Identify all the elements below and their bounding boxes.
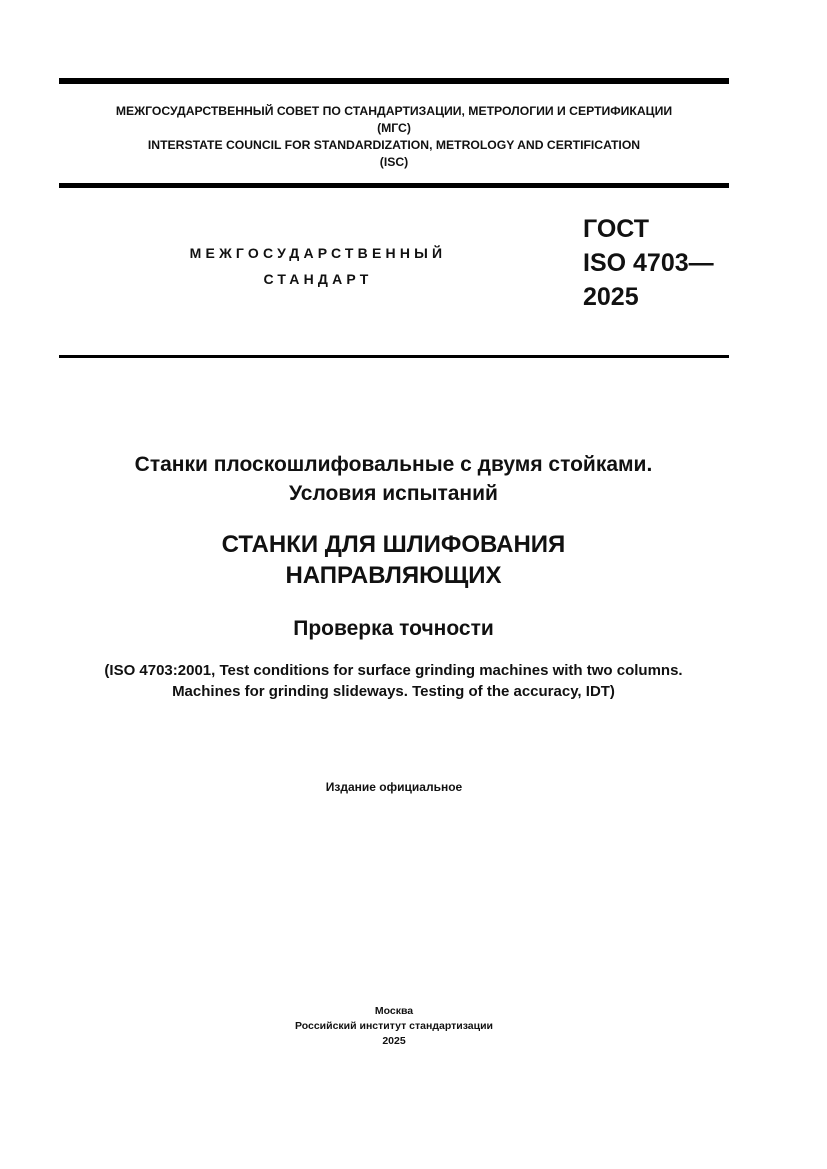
title-ru-line2: Условия испытаний — [289, 482, 498, 505]
title-main-line2: НАПРАВЛЯЮЩИХ — [285, 562, 502, 589]
council-header — [59, 103, 729, 171]
imprint-year: 2025 — [382, 1035, 406, 1047]
imprint-publisher: Российский институт стандартизации — [294, 1020, 494, 1032]
title-en-line1: (ISO 4703:2001, Test conditions for surface grinding machines with two columns. — [104, 662, 683, 679]
council-name-ru: МЕЖГОСУДАРСТВЕННЫЙ СОВЕТ ПО СТАНДАРТИЗАЦИИ, МЕТРОЛОГИИ И СЕРТИФИКАЦИИ — [115, 104, 673, 118]
council-abbr-en: (ISC) — [379, 155, 409, 169]
title-ru-line1: Станки плоскошлифовальные с двумя стойками. — [134, 453, 653, 476]
title-main-line1: СТАНКИ ДЛЯ ШЛИФОВАНИЯ — [221, 531, 566, 558]
title-en-line2: Machines for grinding slideways. Testing of the accuracy, IDT) — [172, 683, 615, 700]
subtitle-text: Проверка точности — [293, 617, 494, 640]
council-name-en: INTERSTATE COUNCIL FOR STANDARDIZATION, METROLOGY AND CERTIFICATION — [147, 138, 641, 152]
title-subtitle — [40, 615, 747, 643]
middle-divider — [59, 183, 729, 188]
top-divider — [59, 78, 729, 84]
imprint-city: Москва — [374, 1005, 414, 1017]
standard-designation — [583, 212, 714, 314]
designation-iso-number: ISO 4703— — [583, 249, 714, 277]
designation-year: 2025 — [583, 283, 639, 311]
title-english — [40, 660, 747, 702]
title-russian-general — [40, 450, 747, 508]
bottom-divider — [59, 355, 729, 358]
imprint — [59, 1004, 729, 1049]
designation-gost: ГОСТ — [583, 215, 649, 243]
standard-type — [150, 240, 486, 292]
standard-type-line2: СТАНДАРТ — [263, 271, 373, 287]
council-abbr-ru: (МГС) — [377, 121, 411, 135]
standard-type-line1: МЕЖГОСУДАРСТВЕННЫЙ — [189, 245, 447, 261]
edition-note: Издание официальное — [325, 780, 463, 794]
title-main — [40, 529, 747, 591]
